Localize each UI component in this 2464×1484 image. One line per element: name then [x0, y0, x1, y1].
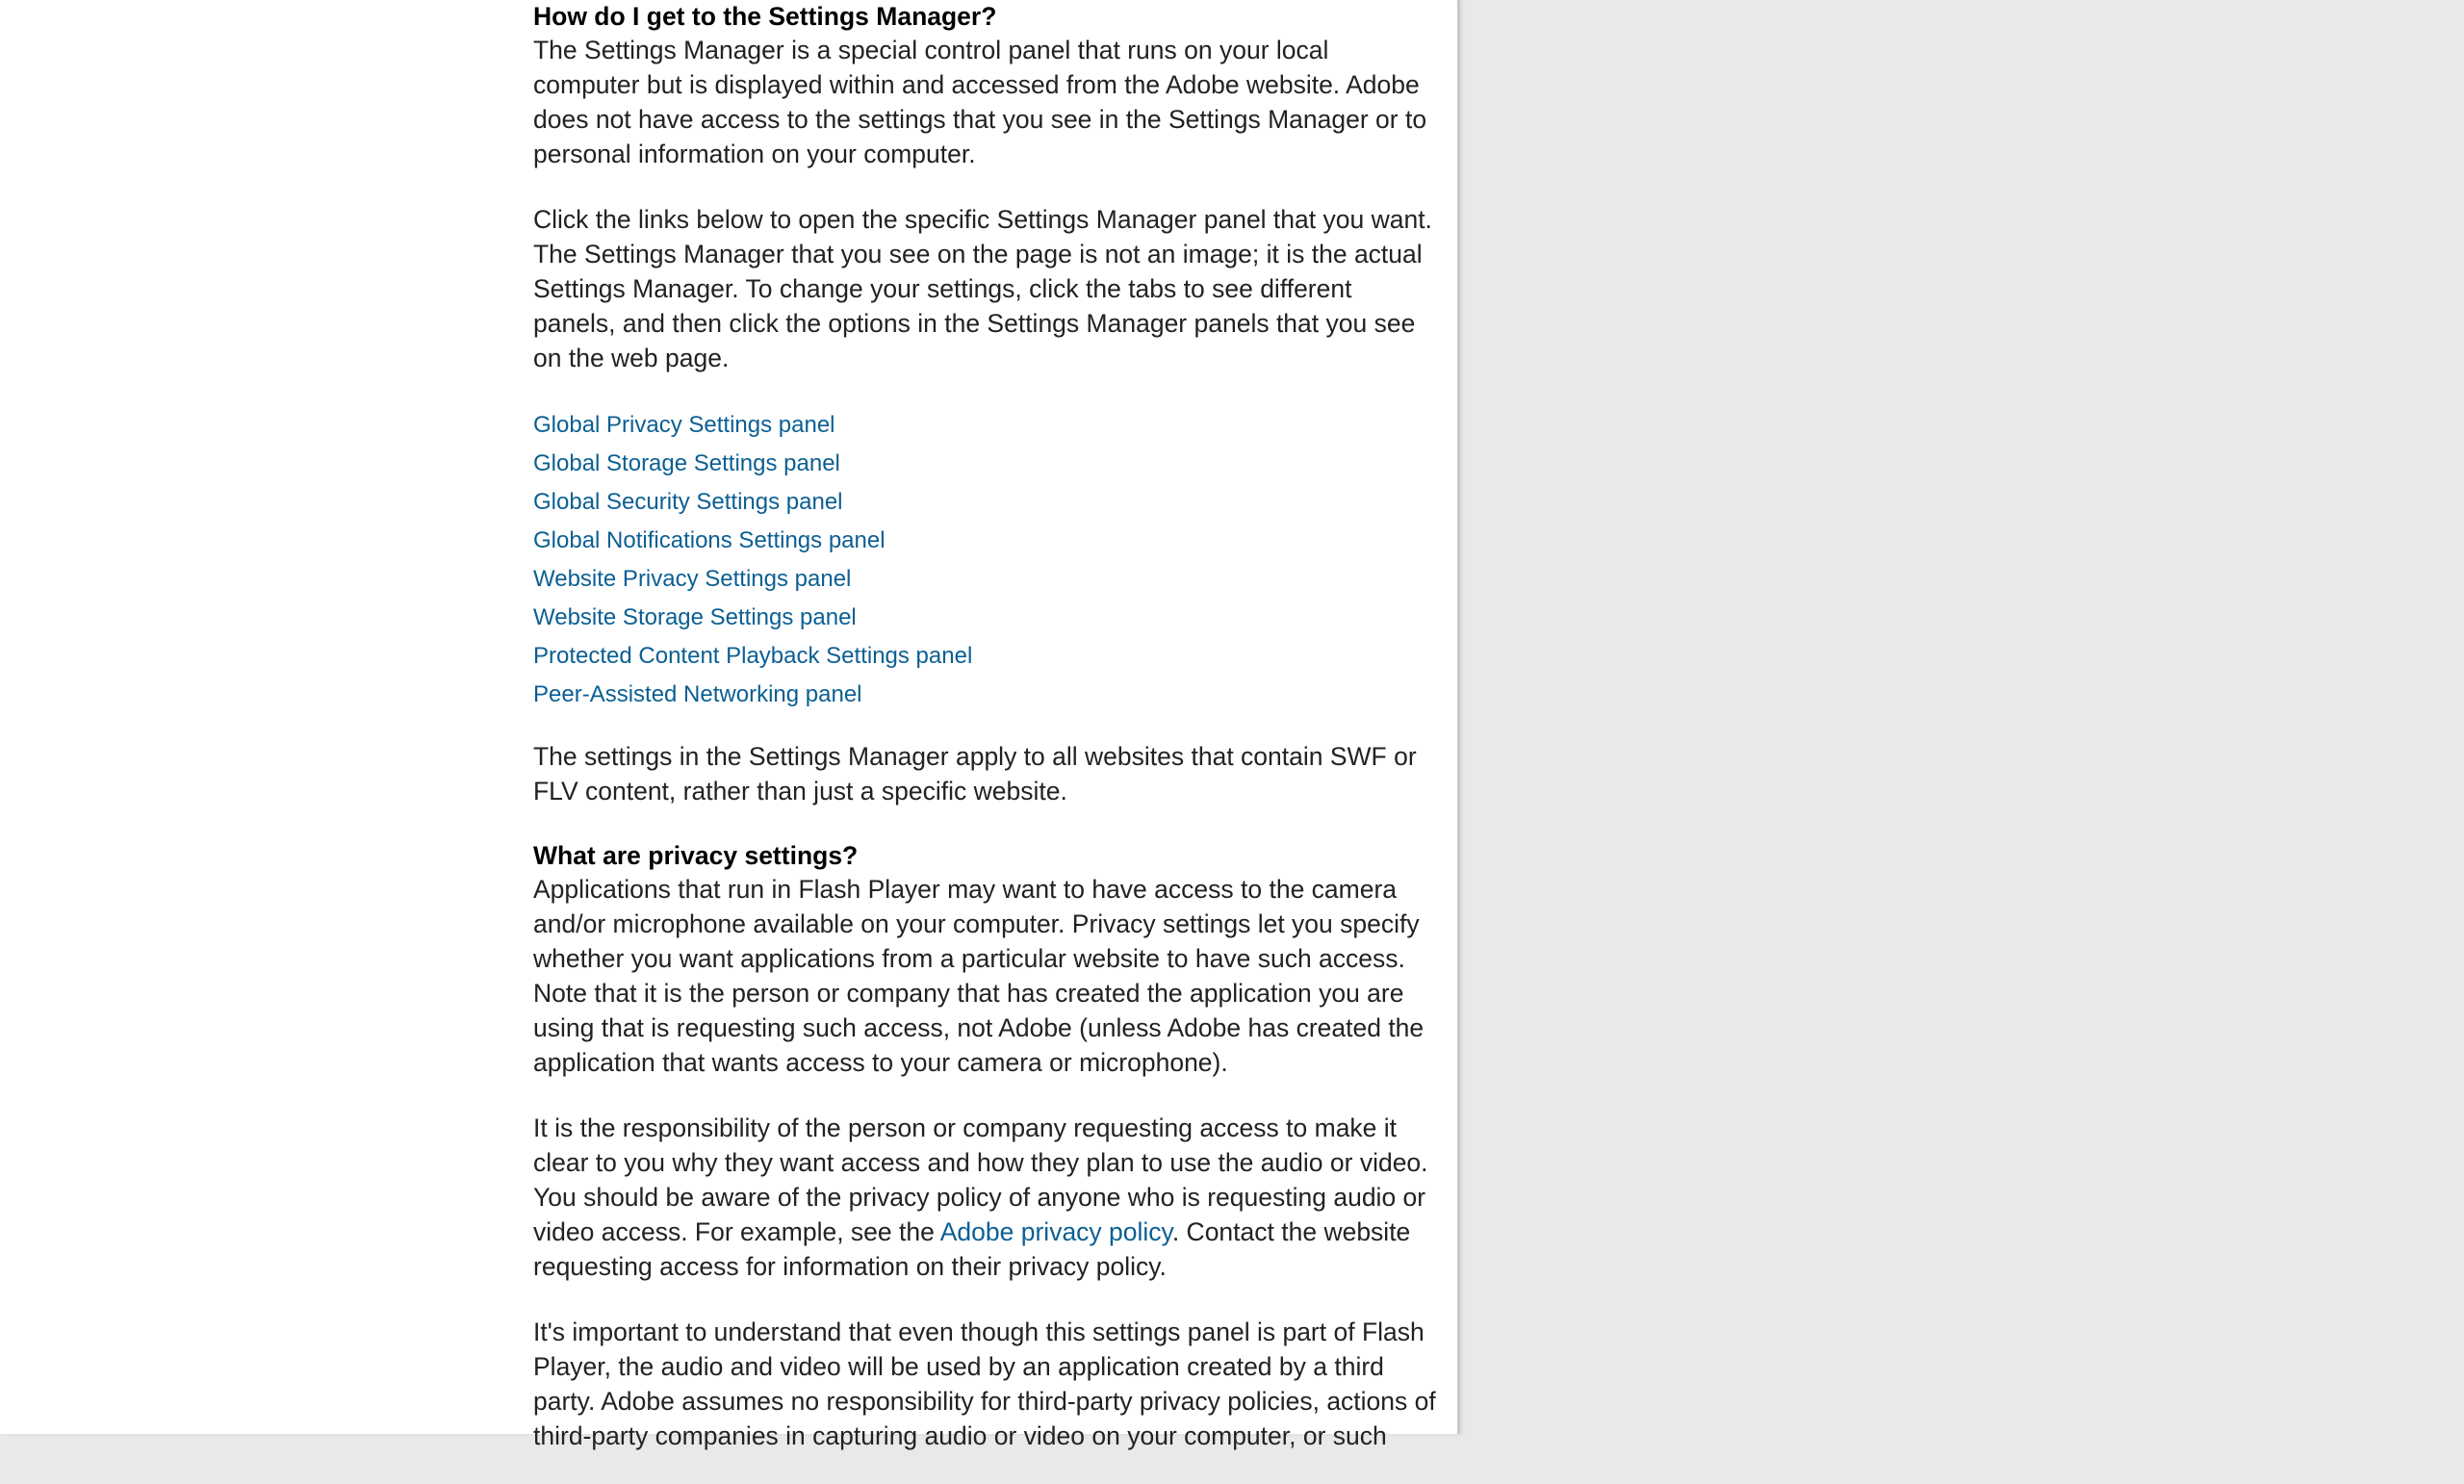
- settings-manager-intro-paragraph: The Settings Manager is a special control panel that runs on your local computer but is displayed within and accessed from the Adobe website. Adobe does not have access to the settings that you see in the Settings Manager or to personal information on your computer.: [533, 36, 1427, 168]
- list-item: [533, 483, 1438, 522]
- peer-assisted-networking-link[interactable]: Peer-Assisted Networking panel: [533, 681, 862, 707]
- privacy-responsibility-text-end: . Contact the website requesting access for information on their privacy policy.: [533, 1217, 1411, 1281]
- third-party-responsibility-paragraph: It's important to understand that even though this settings panel is part of Flash Player, the audio and video will be used by an application created by a third party. Adobe assumes no responsibility for third-party privacy policies, actions of third-party companies in capturing audio or video on your computer, or such: [533, 1318, 1436, 1450]
- global-security-settings-link[interactable]: Global Security Settings panel: [533, 489, 843, 515]
- protected-content-playback-settings-link[interactable]: Protected Content Playback Settings panel: [533, 643, 973, 669]
- privacy-responsibility-text-start: It is the responsibility of the person or company requesting access to make it clear to you why they want access and how they plan to use the audio or video. You should be aware of the privacy policy of anyone who is requesting audio or video access. For example, see the: [533, 1113, 1428, 1246]
- list-item: [533, 676, 1438, 714]
- list-item: [533, 406, 1438, 445]
- website-storage-settings-link[interactable]: Website Storage Settings panel: [533, 604, 857, 630]
- settings-manager-heading: How do I get to the Settings Manager?: [533, 2, 997, 31]
- adobe-privacy-policy-link[interactable]: Adobe privacy policy: [939, 1217, 1172, 1246]
- settings-panel-links-list: [533, 406, 1438, 714]
- settings-manager-instructions-paragraph: Click the links below to open the specific Settings Manager panel that you want. The Settings Manager that you see on the page is not an image; it is the actual Settings Manager. To change your settings, click the tabs to see different panels, and then click the options in the Settings Manager panels that you see on the web page.: [533, 205, 1432, 372]
- article-content: [533, 0, 1438, 1484]
- privacy-responsibility-paragraph: [533, 1111, 1438, 1284]
- global-storage-settings-link[interactable]: Global Storage Settings panel: [533, 450, 840, 476]
- list-item: [533, 637, 1438, 676]
- list-item: [533, 560, 1438, 599]
- settings-scope-paragraph: The settings in the Settings Manager apply to all websites that contain SWF or FLV content, rather than just a specific website.: [533, 742, 1417, 806]
- privacy-settings-heading: What are privacy settings?: [533, 841, 859, 870]
- global-notifications-settings-link[interactable]: Global Notifications Settings panel: [533, 527, 886, 553]
- list-item: [533, 445, 1438, 483]
- list-item: [533, 599, 1438, 637]
- privacy-settings-intro-paragraph: Applications that run in Flash Player may want to have access to the camera and/or microphone available on your computer. Privacy settings let you specify whether you want applications from a particular website to have such access. Note that it is the person or company that has created the application you are using that is requesting such access, not Adobe (unless Adobe has created the application that wants access to your camera or microphone).: [533, 875, 1424, 1077]
- list-item: [533, 522, 1438, 560]
- global-privacy-settings-link[interactable]: Global Privacy Settings panel: [533, 412, 835, 438]
- website-privacy-settings-link[interactable]: Website Privacy Settings panel: [533, 566, 852, 592]
